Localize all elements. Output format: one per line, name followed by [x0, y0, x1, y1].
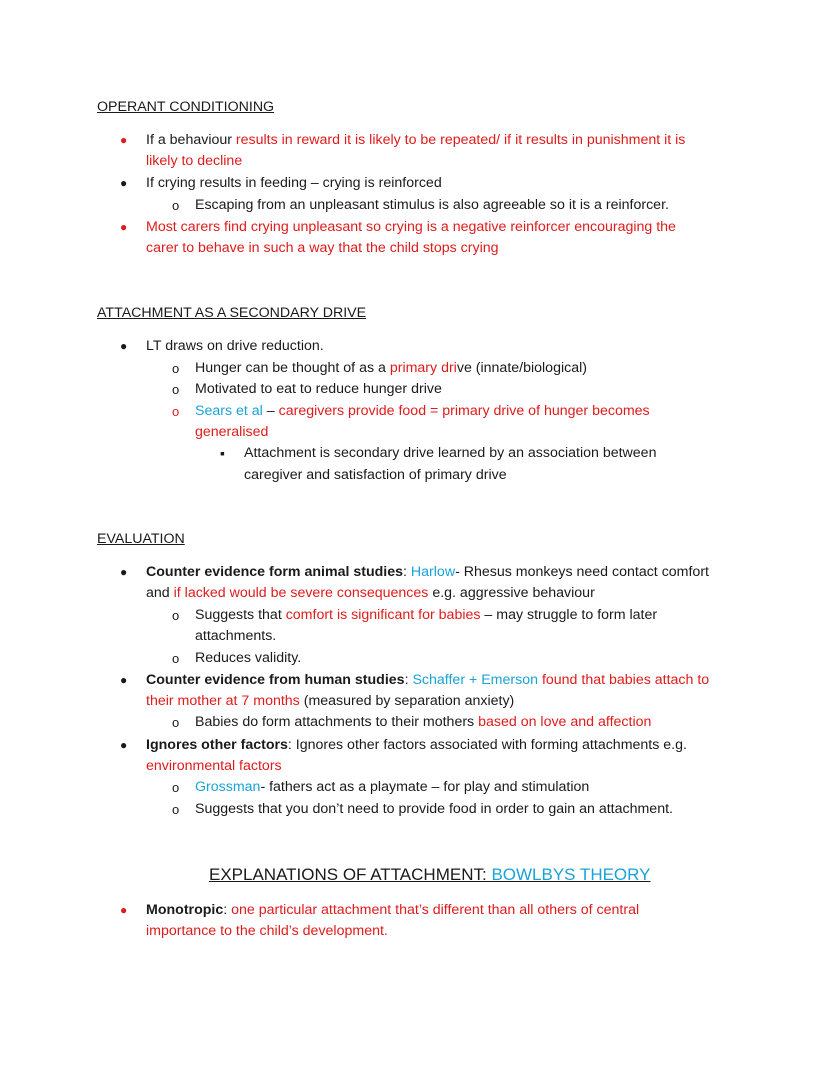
circle-bullet-icon	[172, 401, 179, 423]
sub-list-item: Escaping from an unpleasant stimulus is also agreeable so it is a reinforcer.	[195, 197, 669, 213]
circle-bullet-icon	[172, 379, 179, 401]
sub-sub-list-item-cont: caregiver and satisfaction of primary drive	[244, 467, 507, 483]
bullet-icon	[120, 173, 127, 194]
sub-list-item: Motivated to eat to reduce hunger drive	[195, 381, 442, 397]
section-title: EXPLANATIONS OF ATTACHMENT: BOWLBYS THEORY	[209, 865, 651, 884]
square-bullet-icon	[220, 443, 225, 465]
list-item-cont: and if lacked would be severe consequences e.g. aggressive behaviour	[146, 585, 595, 601]
sub-list-item-cont: attachments.	[195, 628, 277, 644]
sub-list-item: Suggests that you don’t need to provide food in order to gain an attachment.	[195, 801, 673, 817]
list-item-cont: environmental factors	[146, 758, 282, 774]
circle-bullet-icon	[172, 777, 179, 799]
sub-list-item: Reduces validity.	[195, 650, 302, 666]
list-item: If a behaviour results in reward it is likely to be repeated/ if it results in punishment it is	[146, 132, 686, 148]
sub-list-item: Grossman- fathers act as a playmate – for play and stimulation	[195, 779, 590, 795]
sub-list-item: Sears et al – caregivers provide food = primary drive of hunger becomes	[195, 403, 650, 419]
bullet-icon	[120, 670, 127, 691]
sub-list-item: Hunger can be thought of as a primary drive (innate/biological)	[195, 360, 587, 376]
list-item-cont: carer to behave in such a way that the child stops crying	[146, 240, 499, 256]
list-item: If crying results in feeding – crying is reinforced	[146, 175, 442, 191]
sub-list-item-cont: generalised	[195, 424, 269, 440]
bullet-icon	[120, 130, 127, 151]
list-item: Counter evidence form animal studies: Harlow- Rhesus monkeys need contact comfort	[146, 564, 709, 580]
sub-list-item: Suggests that comfort is significant for babies – may struggle to form later	[195, 607, 658, 623]
circle-bullet-icon	[172, 605, 179, 627]
heading-operant-conditioning: OPERANT CONDITIONING	[97, 99, 275, 115]
list-item-cont: importance to the child’s development.	[146, 923, 388, 939]
list-item: Ignores other factors: Ignores other factors associated with forming attachments e.g.	[146, 737, 687, 753]
list-item-cont: their mother at 7 months (measured by separation anxiety)	[146, 693, 515, 709]
heading-evaluation: EVALUATION	[97, 531, 185, 547]
heading-secondary-drive: ATTACHMENT AS A SECONDARY DRIVE	[97, 305, 367, 321]
list-item-cont: likely to decline	[146, 153, 243, 169]
bullet-icon	[120, 217, 127, 238]
bullet-icon	[120, 562, 127, 583]
circle-bullet-icon	[172, 358, 179, 380]
bullet-icon	[120, 735, 127, 756]
list-item: Counter evidence from human studies: Schaffer + Emerson found that babies attach to	[146, 672, 710, 688]
sub-list-item: Babies do form attachments to their mothers based on love and affection	[195, 714, 652, 730]
sub-sub-list-item: Attachment is secondary drive learned by an association between	[244, 445, 657, 461]
bullet-icon	[120, 900, 127, 921]
bullet-icon	[120, 336, 127, 357]
circle-bullet-icon	[172, 195, 179, 217]
circle-bullet-icon	[172, 648, 179, 670]
list-item: Most carers find crying unpleasant so crying is a negative reinforcer encouraging the	[146, 219, 676, 235]
list-item: Monotropic: one particular attachment that’s different than all others of central	[146, 902, 640, 918]
list-item: LT draws on drive reduction.	[146, 338, 324, 354]
circle-bullet-icon	[172, 712, 179, 734]
circle-bullet-icon	[172, 799, 179, 821]
